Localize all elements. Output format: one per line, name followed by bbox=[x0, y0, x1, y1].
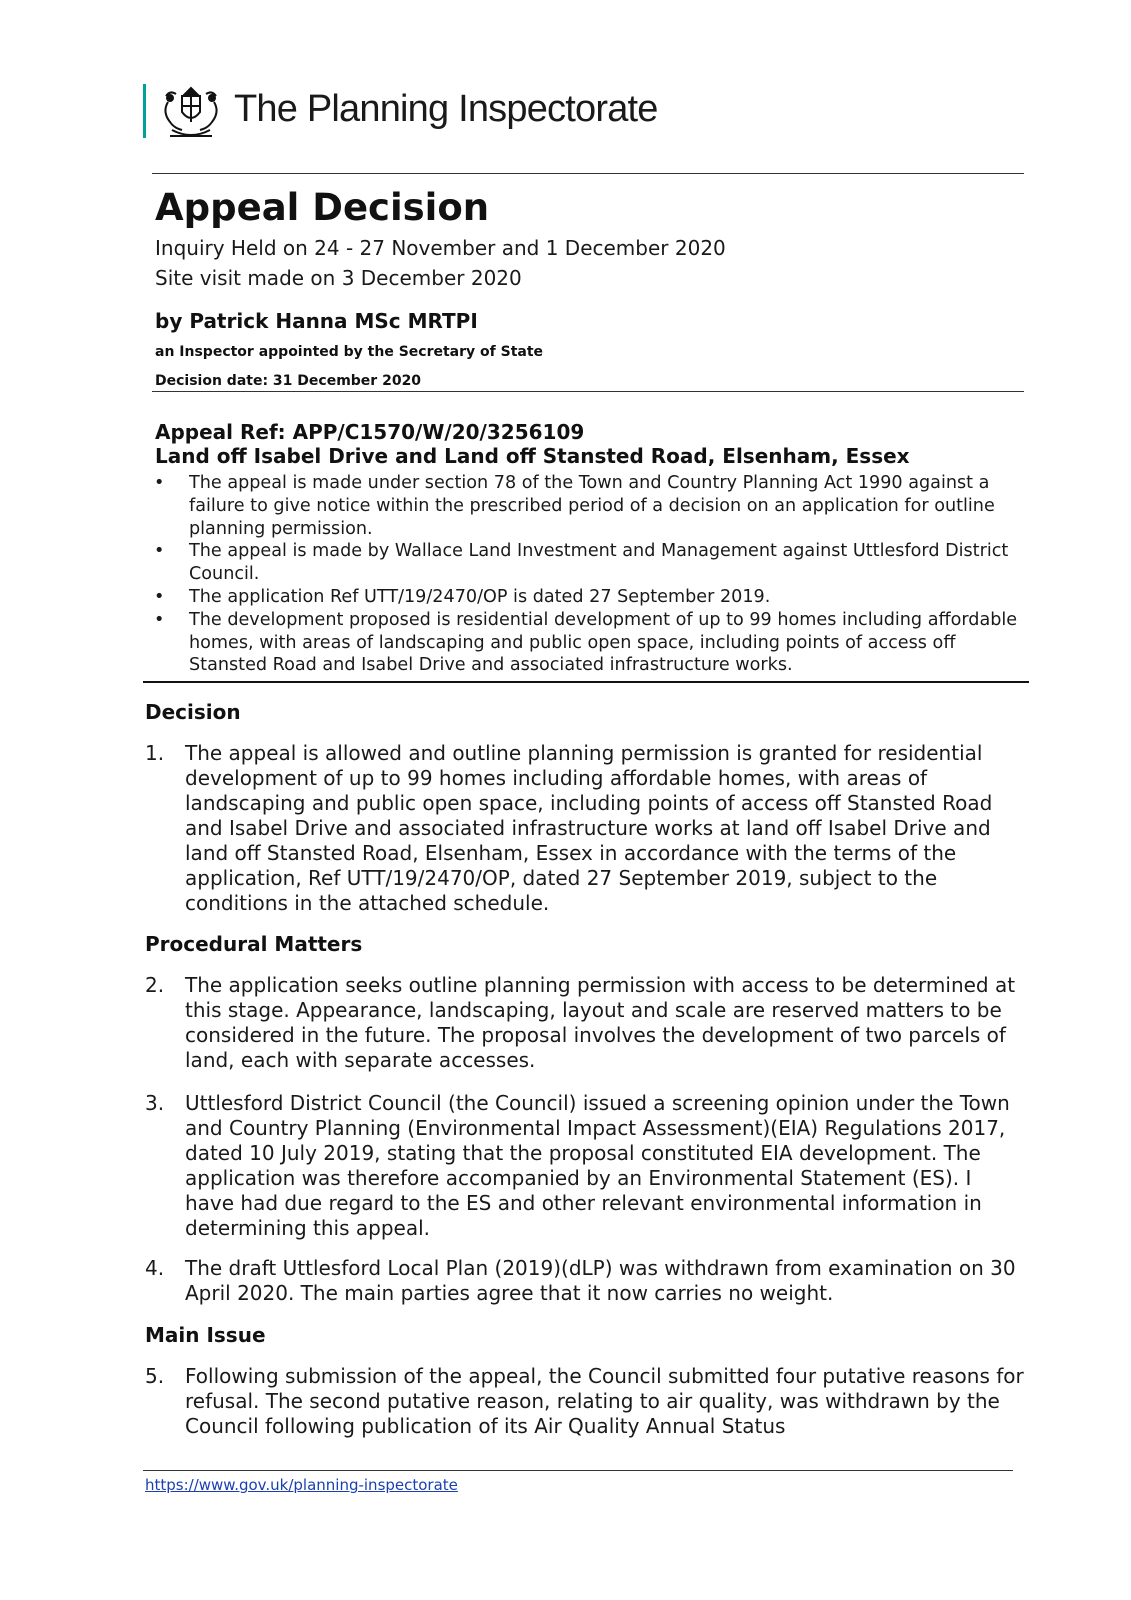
paragraph-3 bbox=[145, 1091, 1025, 1241]
title-divider bbox=[152, 391, 1024, 392]
section-heading-procedural: Procedural Matters bbox=[145, 932, 363, 956]
footer-divider bbox=[143, 1470, 1013, 1471]
list-item: • The appeal is made under section 78 of the Town and Country Planning Act 1990 against a failure to give notice within the prescribed period of a decision on an application for outline planning permission. bbox=[154, 473, 995, 539]
organisation-name: The Planning Inspectorate bbox=[234, 88, 658, 130]
page-title: Appeal Decision bbox=[155, 186, 490, 229]
paragraph-number: 4. bbox=[145, 1256, 165, 1280]
paragraph-text: The draft Uttlesford Local Plan (2019)(dLP) was withdrawn from examination on 30 April 2020. The main parties agree that it now carries no weight. bbox=[185, 1256, 1016, 1305]
paragraph-number: 2. bbox=[145, 973, 165, 997]
inspector-appointment: an Inspector appointed by the Secretary of State bbox=[155, 344, 544, 360]
paragraph-1 bbox=[145, 741, 1025, 916]
appeal-reference: Appeal Ref: APP/C1570/W/20/3256109 bbox=[155, 420, 585, 444]
footer-website-link[interactable]: https://www.gov.uk/planning-inspectorate bbox=[145, 1476, 458, 1494]
brand-accent-bar bbox=[143, 84, 146, 138]
decision-date: Decision date: 31 December 2020 bbox=[155, 373, 422, 389]
list-item: • The application Ref UTT/19/2470/OP is dated 27 September 2019. bbox=[154, 586, 771, 607]
list-item: • The development proposed is residential development of up to 99 homes including affordable homes, with areas of landscaping and public open space, including points of access off Stansted Road and Isabel Drive and associated infrastructure works. bbox=[154, 609, 1018, 676]
section-heading-decision: Decision bbox=[145, 700, 241, 724]
site-visit-date: Site visit made on 3 December 2020 bbox=[155, 266, 522, 290]
bullet-icon: • bbox=[154, 586, 165, 607]
bullet-icon: • bbox=[154, 541, 165, 562]
paragraph-4 bbox=[145, 1256, 1025, 1306]
paragraph-number: 3. bbox=[145, 1091, 165, 1115]
paragraph-5 bbox=[145, 1364, 1025, 1439]
royal-coat-of-arms-icon bbox=[158, 82, 224, 142]
paragraph-text: The appeal is allowed and outline planning permission is granted for residential development of up to 99 homes including affordable homes, with areas of landscaping and public open space, including points of access off Stansted Road and Isabel Drive and associated infrastructure works at land off Isabel Drive and land off Stansted Road, Elsenham, Essex in accordance with the terms of the application, Ref UTT/19/2470/OP, dated 27 September 2019, subject to the conditions in the attached schedule. bbox=[185, 741, 993, 915]
header-divider bbox=[152, 173, 1024, 174]
appeal-site: Land off Isabel Drive and Land off Stansted Road, Elsenham, Essex bbox=[155, 444, 910, 468]
inspector-name: by Patrick Hanna MSc MRTPI bbox=[155, 309, 478, 333]
paragraph-text: Uttlesford District Council (the Council) issued a screening opinion under the Town and Country Planning (Environmental Impact Assessment)(EIA) Regulations 2017, dated 10 July 2019, stating that the proposal constituted EIA development. The application was therefore accompanied by an Environmental Statement (ES). I have had due regard to the ES and other relevant environmental information in determining this appeal. bbox=[185, 1091, 1010, 1240]
section-heading-main-issue: Main Issue bbox=[145, 1323, 266, 1347]
paragraph-text: Following submission of the appeal, the Council submitted four putative reasons for refusal. The second putative reason, relating to air quality, was withdrawn by the Council following publication of its Air Quality Annual Status bbox=[185, 1364, 1024, 1438]
paragraph-2 bbox=[145, 973, 1025, 1073]
paragraph-number: 1. bbox=[145, 741, 165, 765]
summary-divider bbox=[143, 681, 1029, 683]
bullet-icon: • bbox=[154, 609, 165, 630]
appeal-summary-list bbox=[152, 472, 1032, 677]
inquiry-dates: Inquiry Held on 24 - 27 November and 1 December 2020 bbox=[155, 236, 726, 260]
paragraph-text: The application seeks outline planning permission with access to be determined at this stage. Appearance, landscaping, layout and scale are reserved matters to be considered in the future. The proposal involves the development of two parcels of land, each with separate accesses. bbox=[185, 973, 1016, 1072]
list-item: • The appeal is made by Wallace Land Investment and Management against Uttlesford District Council. bbox=[154, 541, 1009, 585]
paragraph-number: 5. bbox=[145, 1364, 165, 1388]
bullet-icon: • bbox=[154, 473, 165, 493]
